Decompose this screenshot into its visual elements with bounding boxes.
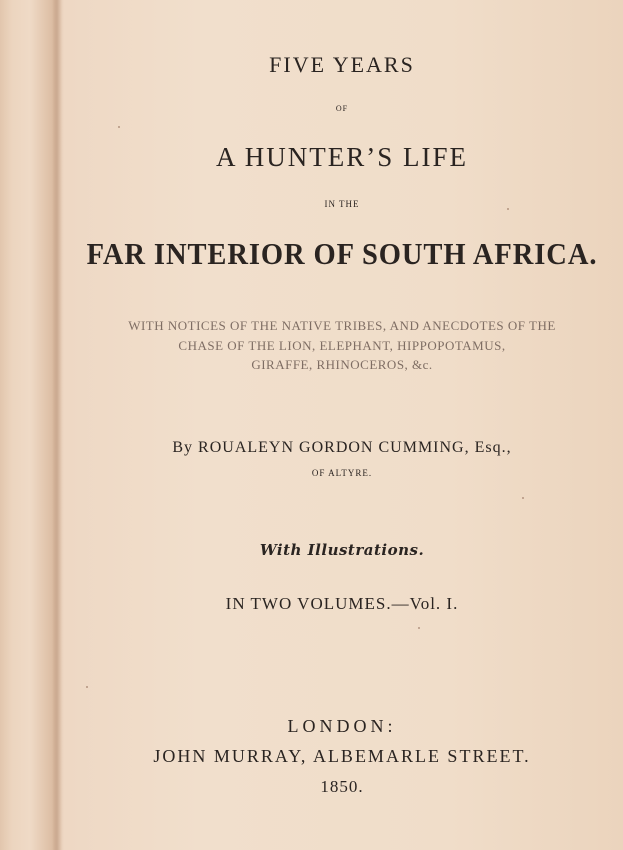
paper-speck [118,126,120,128]
illustrations-note: With Illustrations. [259,541,425,559]
subtitle-line: GIRAFFE, RHINOCEROS, &c. [251,357,433,372]
paper-speck [418,627,420,629]
title-connector-in-the: IN THE [324,199,360,209]
volume-note: IN TWO VOLUMES.—Vol. I. [225,594,459,613]
subtitle-line: WITH NOTICES OF THE NATIVE TRIBES, AND ANECDOTES OF THE [128,318,556,333]
title-connector-of: OF [335,104,349,113]
imprint-city: LONDON: [287,716,397,736]
title-line-far-interior: FAR INTERIOR OF SOUTH AFRICA. [86,236,598,271]
page-gutter [52,0,62,850]
imprint-year: 1850. [320,777,364,796]
title-line-five-years: FIVE YEARS [269,52,415,77]
title-line-hunters-life: A HUNTER’S LIFE [216,142,468,172]
author-line: By ROUALEYN GORDON CUMMING, Esq., [172,439,512,456]
author-place: OF ALTYRE. [311,468,373,478]
paper-speck [86,686,88,688]
imprint-publisher: JOHN MURRAY, ALBEMARLE STREET. [153,746,531,766]
paper-speck [522,497,524,499]
subtitle-line: CHASE OF THE LION, ELEPHANT, HIPPOPOTAMUS, [178,338,506,353]
